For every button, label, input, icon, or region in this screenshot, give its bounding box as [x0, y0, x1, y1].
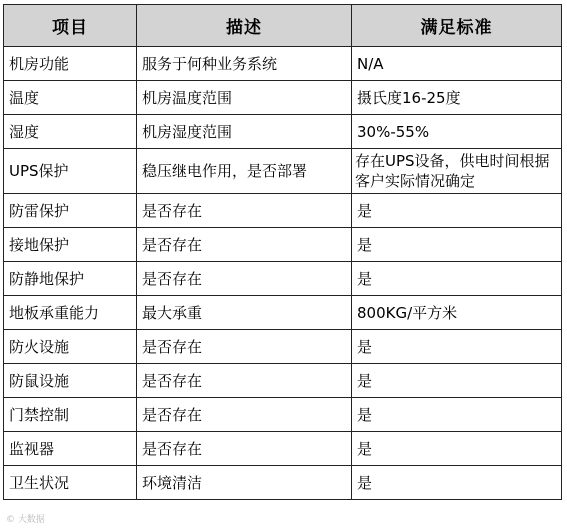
- cell-item: 机房功能: [4, 47, 137, 81]
- table-row: [4, 149, 562, 194]
- table-row: [4, 364, 562, 398]
- cell-item: 卫生状况: [4, 466, 137, 500]
- cell-standard: 摄氏度16-25度: [352, 81, 562, 115]
- cell-item: 地板承重能力: [4, 296, 137, 330]
- cell-description: 最大承重: [137, 296, 352, 330]
- table-row: [4, 466, 562, 500]
- cell-standard: 是: [352, 466, 562, 500]
- cell-item: 防静地保护: [4, 262, 137, 296]
- table-row: [4, 432, 562, 466]
- cell-description: 服务于何种业务系统: [137, 47, 352, 81]
- cell-description: 环境清洁: [137, 466, 352, 500]
- header-item: 项目: [4, 5, 137, 47]
- table-row: [4, 228, 562, 262]
- cell-description: 是否存在: [137, 194, 352, 228]
- cell-description: 机房湿度范围: [137, 115, 352, 149]
- cell-description: 是否存在: [137, 228, 352, 262]
- table-row: [4, 194, 562, 228]
- cell-standard: 存在UPS设备，供电时间根据客户实际情况确定: [352, 149, 562, 194]
- cell-standard: 30%-55%: [352, 115, 562, 149]
- header-standard: 满足标准: [352, 5, 562, 47]
- requirements-table-container: [3, 4, 561, 500]
- table-row: [4, 398, 562, 432]
- cell-item: 监视器: [4, 432, 137, 466]
- table-row: [4, 47, 562, 81]
- cell-item: UPS保护: [4, 149, 137, 194]
- table-row: [4, 115, 562, 149]
- cell-standard: 是: [352, 364, 562, 398]
- table-row: [4, 330, 562, 364]
- watermark: © 大数据: [6, 515, 45, 525]
- cell-standard: 是: [352, 228, 562, 262]
- cell-standard: 是: [352, 194, 562, 228]
- cell-description: 机房温度范围: [137, 81, 352, 115]
- cell-description: 是否存在: [137, 262, 352, 296]
- cell-item: 防雷保护: [4, 194, 137, 228]
- cell-standard: 是: [352, 262, 562, 296]
- cell-description: 是否存在: [137, 398, 352, 432]
- cell-item: 防火设施: [4, 330, 137, 364]
- cell-description: 是否存在: [137, 330, 352, 364]
- cell-standard: N/A: [352, 47, 562, 81]
- table-row: [4, 81, 562, 115]
- cell-item: 门禁控制: [4, 398, 137, 432]
- requirements-table: [3, 4, 562, 500]
- cell-standard: 是: [352, 330, 562, 364]
- cell-item: 防鼠设施: [4, 364, 137, 398]
- table-row: [4, 262, 562, 296]
- cell-item: 接地保护: [4, 228, 137, 262]
- table-header-row: [4, 5, 562, 47]
- cell-description: 是否存在: [137, 364, 352, 398]
- table-row: [4, 296, 562, 330]
- cell-description: 是否存在: [137, 432, 352, 466]
- cell-description: 稳压继电作用，是否部署: [137, 149, 352, 194]
- cell-standard: 是: [352, 398, 562, 432]
- header-description: 描述: [137, 5, 352, 47]
- cell-standard: 800KG/平方米: [352, 296, 562, 330]
- cell-item: 湿度: [4, 115, 137, 149]
- cell-standard: 是: [352, 432, 562, 466]
- cell-item: 温度: [4, 81, 137, 115]
